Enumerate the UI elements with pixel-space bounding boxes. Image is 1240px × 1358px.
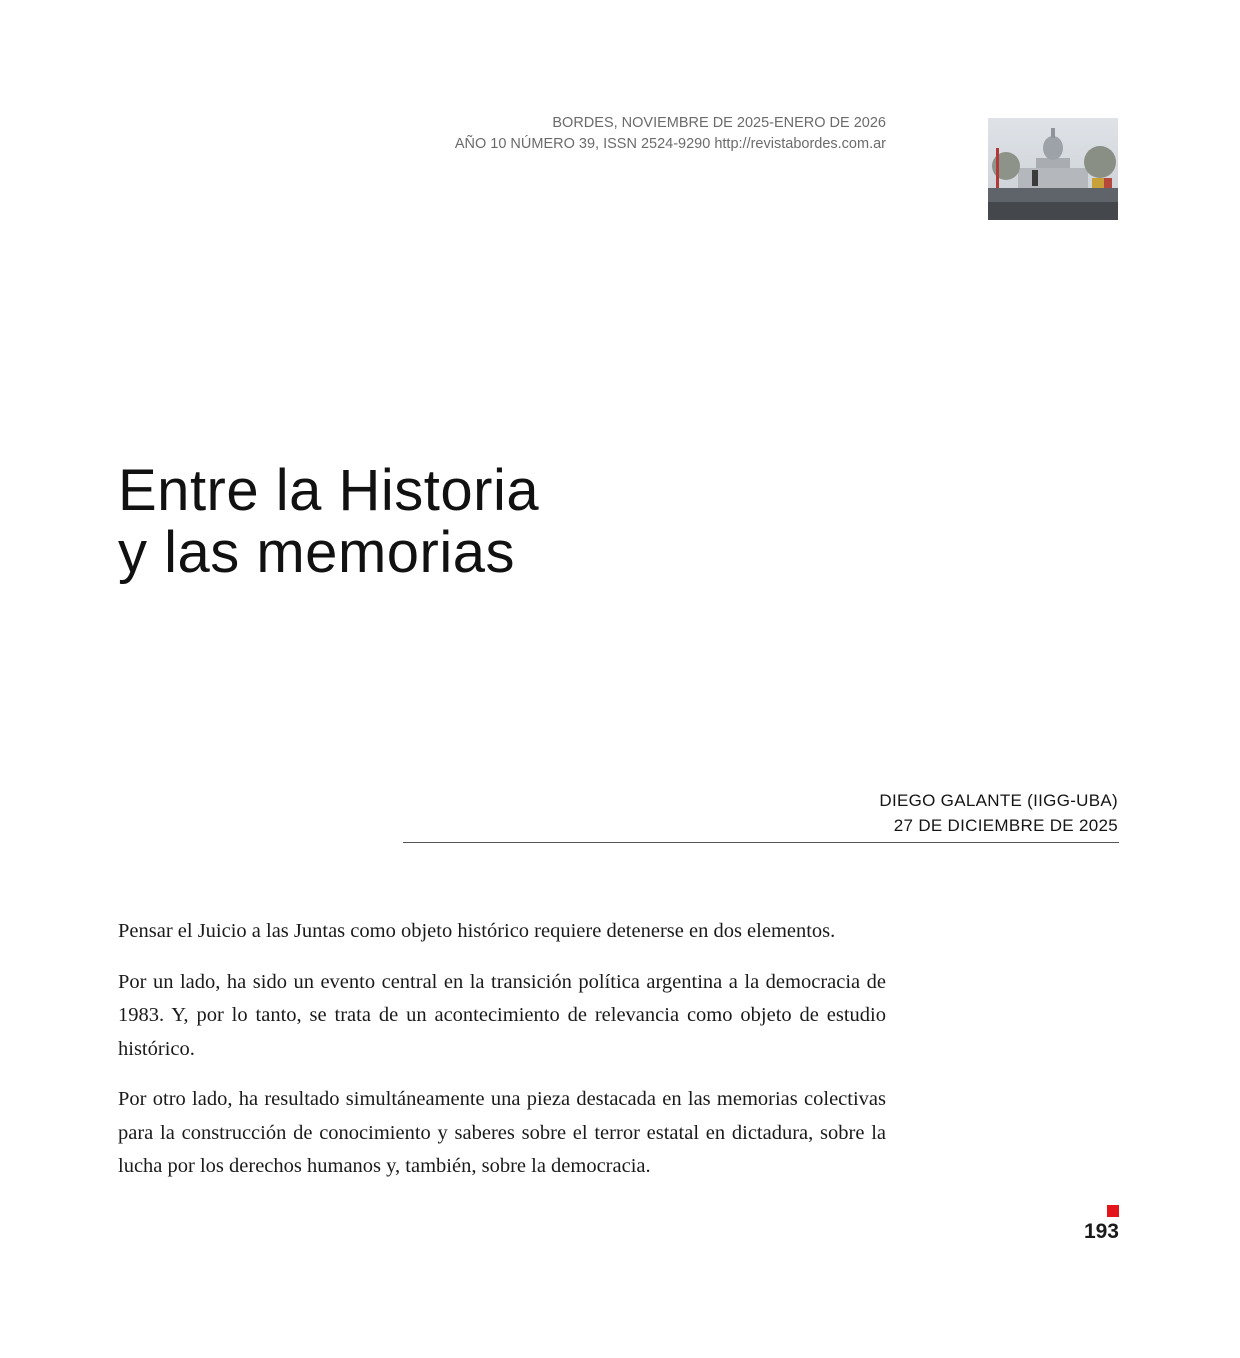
body-paragraph: Pensar el Juicio a las Juntas como objeto histórico requiere detenerse en dos elementos. <box>118 920 836 942</box>
page-number: 193 <box>1083 1220 1119 1243</box>
byline <box>879 788 1118 838</box>
body-paragraph: Por un lado, ha sido un evento central en la transición política argentina a la democracia de 1983. Y, por lo tanto, se trata de un acontecimiento de relevancia como objeto de estudio histórico. <box>118 970 886 1060</box>
journal-issn-line: AÑO 10 NÚMERO 39, ISSN 2524-9290 http://revistabordes.com.ar <box>454 136 886 152</box>
article-body <box>118 915 886 1201</box>
journal-header <box>455 113 886 155</box>
page-marker-square <box>1107 1205 1119 1217</box>
header-photo <box>988 118 1118 220</box>
article-title-line-2: y las memorias <box>118 520 515 585</box>
author-name: DIEGO GALANTE (IIGG-UBA) <box>879 791 1118 810</box>
publication-date: 27 DE DICIEMBRE DE 2025 <box>893 816 1118 835</box>
article-title <box>118 460 539 584</box>
article-title-line-1: Entre la Historia <box>118 458 540 523</box>
byline-divider <box>403 842 1119 843</box>
body-paragraph: Por otro lado, ha resultado simultáneamente una pieza destacada en las memorias colectivas para la construcción de conocimiento y saberes sobre el terror estatal en dictadura, sobre la lucha por los derechos humanos y, también, sobre la democracia. <box>118 1088 886 1177</box>
journal-issue-line: BORDES, NOVIEMBRE DE 2025-ENERO DE 2026 <box>552 115 886 131</box>
